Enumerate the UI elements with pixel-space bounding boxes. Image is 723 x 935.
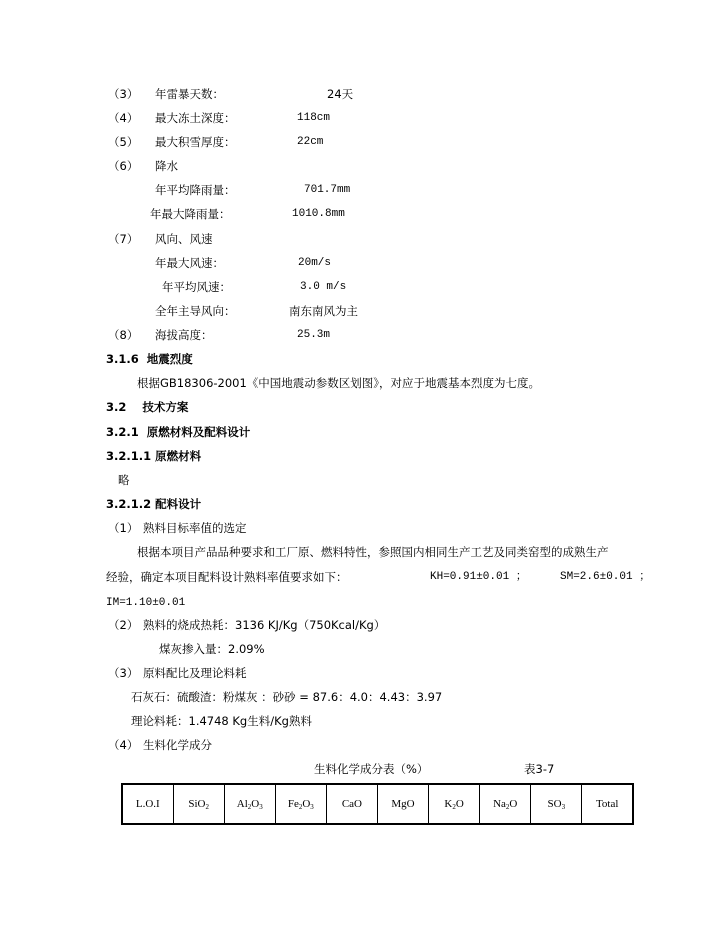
heading-3-1-6: 3.1.6 地震烈度 <box>106 352 193 366</box>
wind-max-label: 年最大风速： <box>155 256 224 270</box>
precip-max-value: 1010.8mm <box>292 208 345 220</box>
heading-3-2-1-1: 3.2.1.1 原燃材料 <box>106 449 202 463</box>
col-mgo: MgO <box>377 784 428 824</box>
p4-label: 生料化学成分 <box>143 738 212 752</box>
p3-num: （3） <box>108 666 139 680</box>
table-caption: 生料化学成分表（%） <box>314 762 429 776</box>
item-8-value: 25.3m <box>297 329 331 341</box>
wind-dir-value: 南东南风为主 <box>289 304 358 318</box>
wind-avg-label: 年平均风速： <box>162 280 231 294</box>
seismic-text: 根据GB18306-2001《中国地震动参数区划图》，对应于地震基本烈度为七度。 <box>137 376 541 390</box>
item-4-num: （4） <box>108 111 139 125</box>
item-8-num: （8） <box>108 328 139 342</box>
item-6-label: 降水 <box>155 159 178 173</box>
item-4-label: 最大冻土深度： <box>155 111 236 125</box>
p1-label: 熟料目标率值的选定 <box>143 521 247 535</box>
col-so3: $SO_3$ <box>531 784 582 824</box>
item-5-label: 最大积雪厚度： <box>155 135 236 149</box>
p1-num: （1） <box>108 521 139 535</box>
col-na2o: $Na_2O$ <box>480 784 531 824</box>
item-3-label: 年雷暴天数： <box>155 87 224 101</box>
item-5-value: 22cm <box>297 136 324 148</box>
col-al2o3: $Al_2O_3$ <box>224 784 275 824</box>
p1-line2: 经验，确定本项目配料设计熟料率值要求如下： <box>106 570 348 584</box>
p3-ratio: 石灰石：硫酸渣：粉煤灰 ：砂砂 = 87.6：4.0：4.43：3.97 <box>131 690 443 704</box>
item-3-value: 24天 <box>327 87 354 101</box>
p3-consumption: 理论料耗：1.4748 Kg生料/Kg熟料 <box>131 714 312 728</box>
col-total: Total <box>582 784 633 824</box>
table-number: 表3-7 <box>524 762 555 776</box>
col-loi: L.O.I <box>122 784 173 824</box>
raw-materials-text: 略 <box>118 473 130 487</box>
col-cao: CaO <box>326 784 377 824</box>
precip-max-label: 年最大降雨量： <box>150 207 231 221</box>
heading-3-2: 3.2 技术方案 <box>106 400 189 414</box>
col-sio2: SiO$_2$ <box>173 784 224 824</box>
col-fe2o3: $Fe_2O_3$ <box>275 784 326 824</box>
p1-sm: SM=2.6±0.01 ； <box>560 571 651 583</box>
item-4-value: 118cm <box>297 112 331 124</box>
precip-avg-value: 701.7mm <box>304 184 351 196</box>
heading-3-2-1-2: 3.2.1.2 配料设计 <box>106 497 202 511</box>
wind-max-value: 20m/s <box>298 257 332 269</box>
chem-table <box>121 783 634 825</box>
heading-3-2-1: 3.2.1 原燃材料及配料设计 <box>106 425 251 439</box>
p4-num: （4） <box>108 738 139 752</box>
col-k2o: $K_2O$ <box>429 784 480 824</box>
p2-text: 熟料的烧成热耗：3136 KJ/Kg（750Kcal/Kg） <box>143 618 386 632</box>
item-7-num: （7） <box>108 232 139 246</box>
item-5-num: （5） <box>108 135 139 149</box>
item-3-num: （3） <box>108 87 139 101</box>
item-7-label: 风向、风速 <box>155 232 213 246</box>
table-header-row <box>122 784 633 824</box>
p1-im: IM=1.10±0.01 <box>106 597 186 609</box>
item-6-num: （6） <box>108 159 139 173</box>
p2-num: （2） <box>108 618 139 632</box>
wind-avg-value: 3.0 m/s <box>300 281 347 293</box>
p1-kh: KH=0.91±0.01 ； <box>430 571 527 583</box>
wind-dir-label: 全年主导风向： <box>155 304 236 318</box>
precip-avg-label: 年平均降雨量： <box>155 183 236 197</box>
p2-coal: 煤灰掺入量：2.09% <box>159 642 265 656</box>
p1-line1: 根据本项目产品品种要求和工厂原、燃料特性，参照国内相同生产工艺及同类窑型的成熟生产 <box>137 545 609 559</box>
p3-label: 原料配比及理论料耗 <box>143 666 247 680</box>
item-8-label: 海拔高度： <box>155 328 213 342</box>
